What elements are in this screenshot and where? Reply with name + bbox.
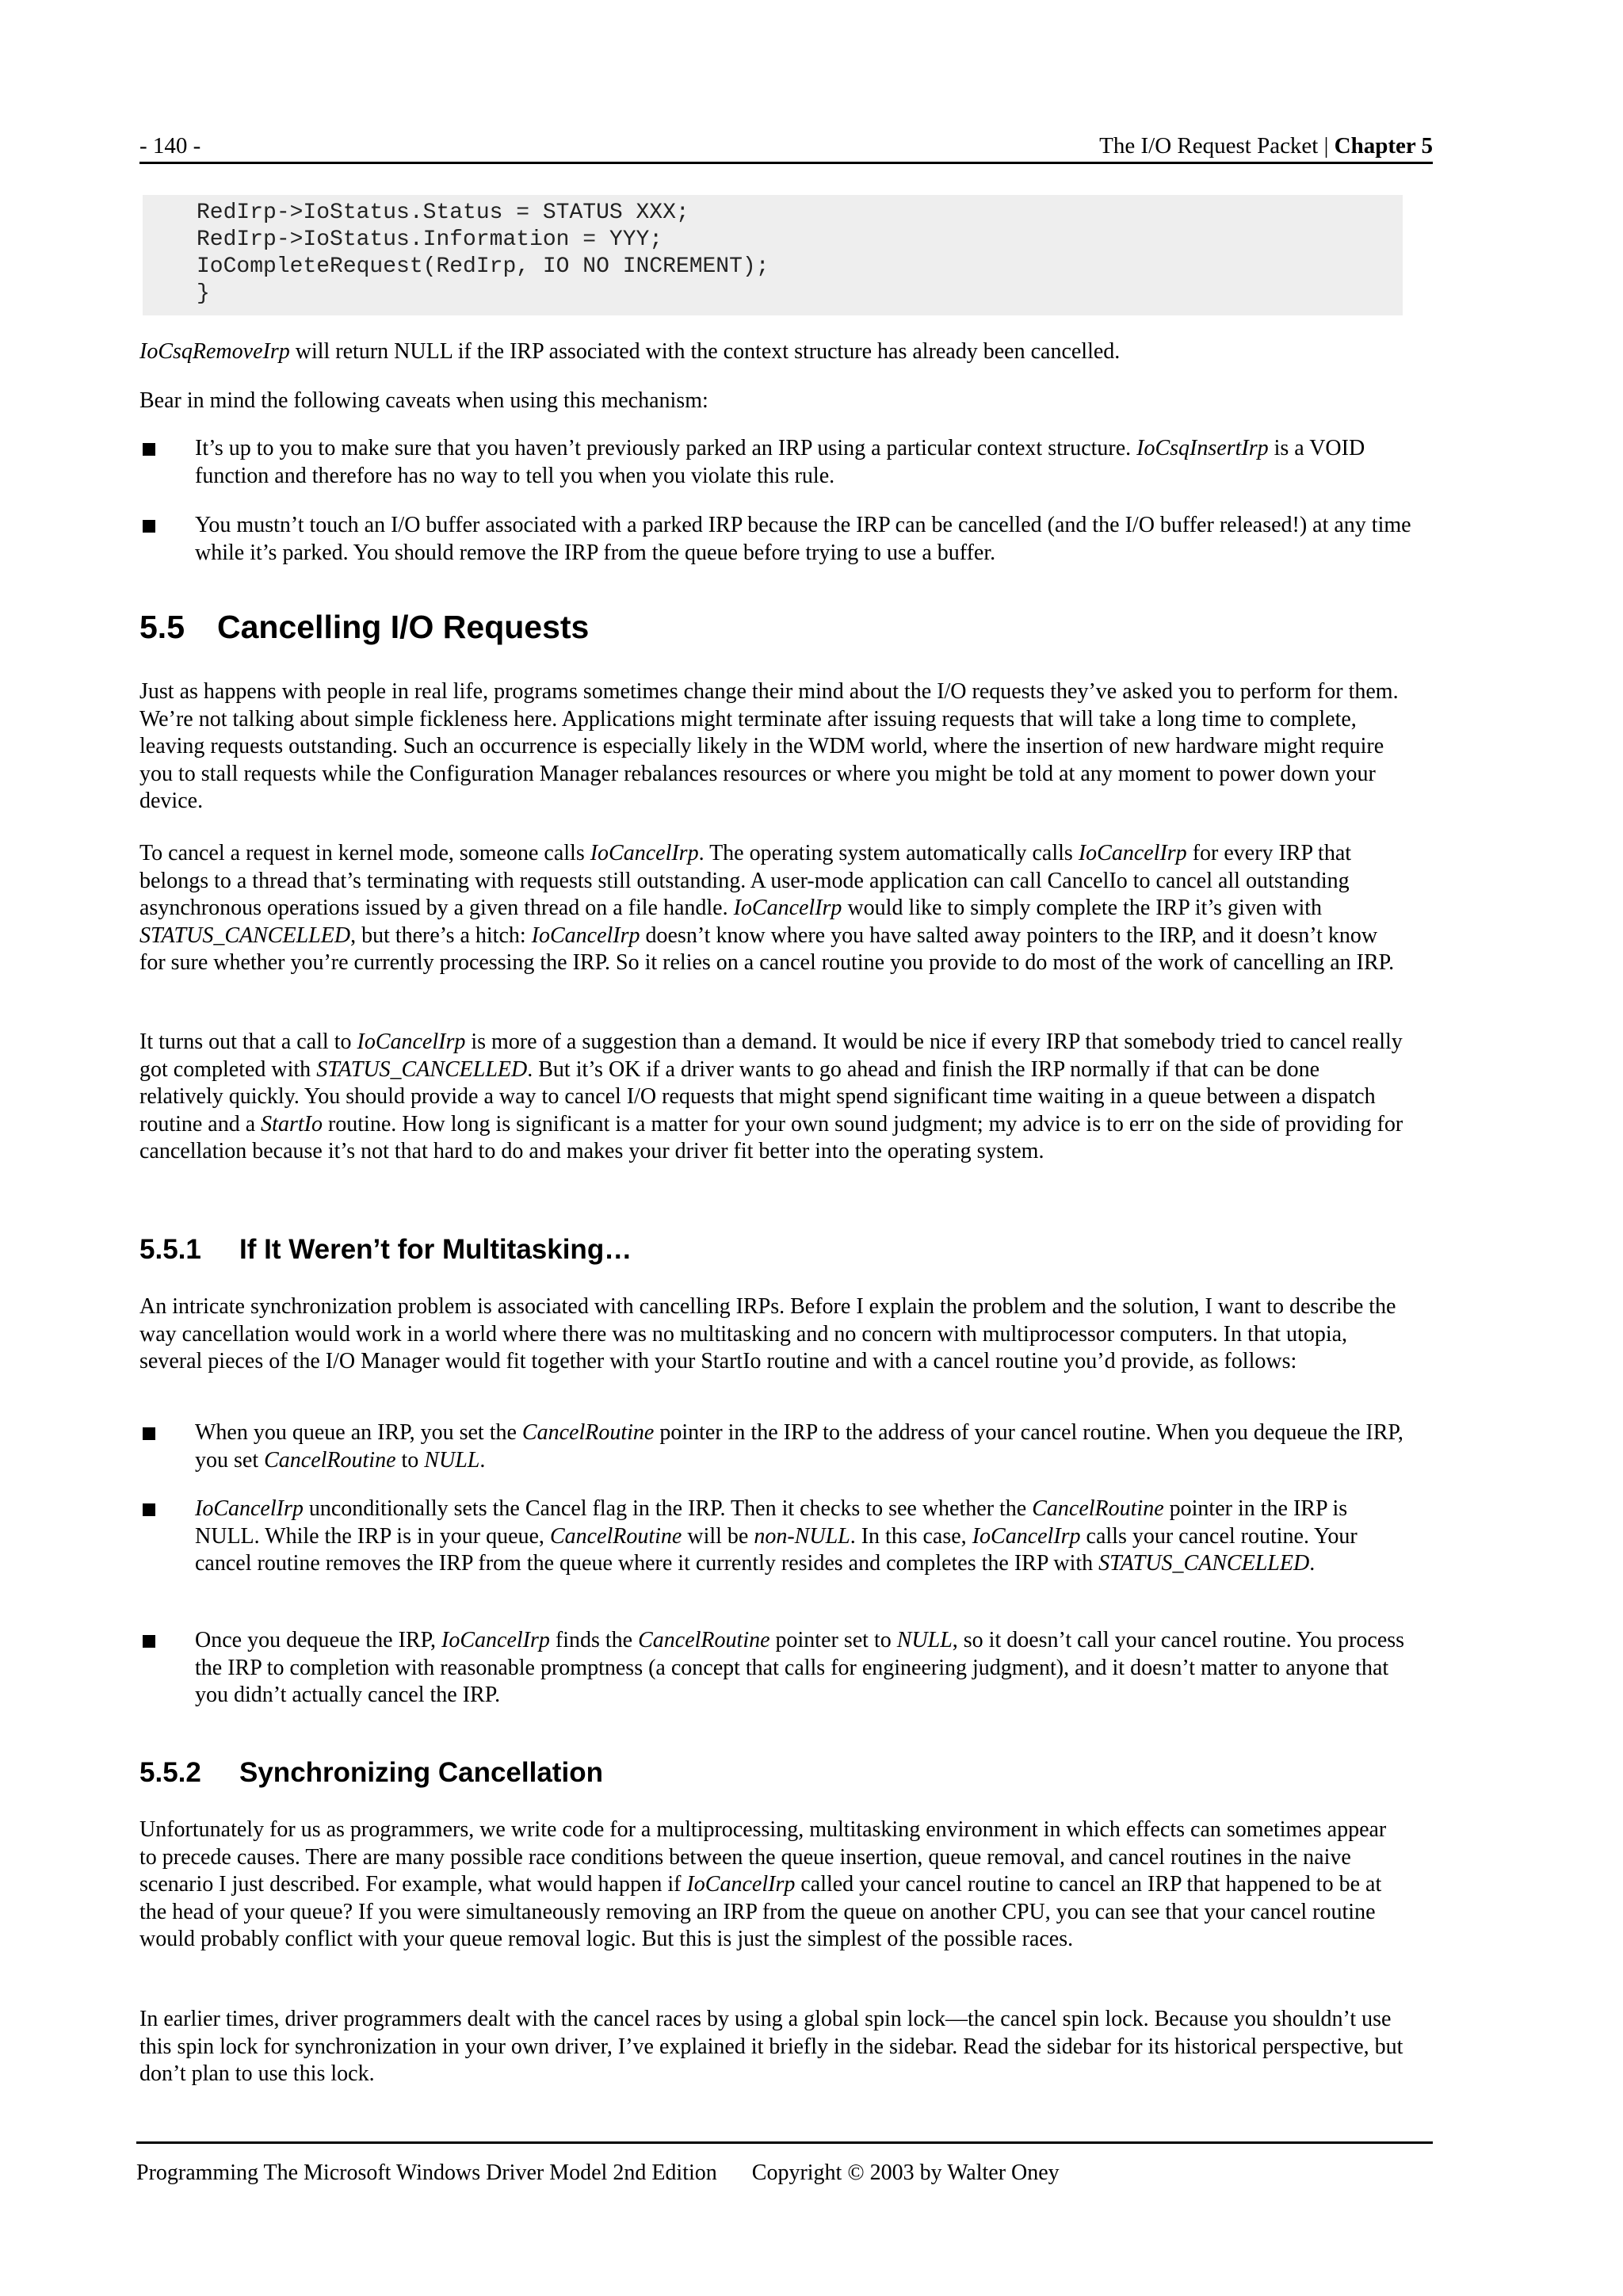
text: To cancel a request in kernel mode, someone calls [139,841,590,865]
square-bullet-icon [143,1635,155,1648]
text: Unfortunately for us as programmers, we write code for a multiprocessing, multitasking environment in which effects can sometimes appear to precede causes. There are many possible race conditions between the queue insertion, queue removal, and cancel routines in the naive scenario I just described. For example, what would happen if [139,1817,1387,1897]
page-number: - 140 - [139,133,201,159]
paragraph [139,1029,1404,1166]
text: . In this case, [850,1523,972,1549]
status-code: STATUS_CANCELLED [1098,1551,1310,1576]
text: is a VOID function and therefore has no way to tell you when you violate this rule. [195,436,1365,488]
subsection-heading [139,1232,632,1267]
paragraph [139,678,1404,816]
book-title: Programming The Microsoft Windows Driver Model 2nd Edition [136,2160,717,2185]
field-name: CancelRoutine [1032,1496,1164,1521]
page-header [139,130,1433,164]
text: doesn’t know where you have salted away pointers to the IRP, and it doesn’t know for sure whether you’re currently processing the IRP. So it relies on a cancel routine you provide to do most of the work of cancelling an IRP. [139,923,1395,975]
text: will return NULL if the IRP associated with the context structure has already been cancelled. [289,339,1121,364]
text: routine. How long is significant is a matter for your own sound judgment; my advice is to err on the side of providing for cancellation because it’s not that hard to do and makes your driver fit better into the operating system. [139,1111,1403,1163]
subsection-number: 5.5.2 [139,1757,201,1788]
text: An intricate synchronization problem is associated with cancelling IRPs. Before I explain the problem and the solution, I want to describe the way cancellation would work in a world where there was no multitasking and no concern with multiprocessor computers. In that utopia, several pieces of the I/O Manager would fit together with your StartIo routine and with a cancel routine you’d provide, as follows: [139,1294,1396,1373]
running-chapter: Chapter 5 [1334,133,1433,159]
text: calls your cancel routine. Your cancel routine removes the IRP from the queue where it currently resides and completes the IRP with [195,1523,1358,1576]
text: will be [682,1523,754,1549]
text: Bear in mind the following caveats when using this mechanism: [139,388,708,413]
square-bullet-icon [143,1427,155,1440]
function-name: IoCancelIrp [590,841,699,865]
bullet-item [139,1419,1415,1474]
text: It turns out that a call to [139,1030,357,1054]
function-name: IoCancelIrp [531,923,640,948]
value-name: non-NULL [754,1523,850,1549]
square-bullet-icon [143,443,155,456]
function-name: IoCancelIrp [733,896,842,920]
text: . The operating system automatically calls [698,841,1079,865]
bullet-item [139,1496,1415,1578]
text: , so it doesn’t call your cancel routine. You process the IRP to completion with reasonable promptness (a concept that calls for engineering judgment), and it doesn’t matter to anyone that you didn’t actually cancel the IRP. [195,1628,1405,1707]
square-bullet-icon [143,1503,155,1516]
text: You mustn’t touch an I/O buffer associated with a parked IRP because the IRP can be cancelled (and the I/O buffer released!) at any time while it’s parked. You should remove the IRP from the queue before trying to use a buffer. [195,513,1411,565]
text: In earlier times, driver programmers dealt with the cancel races by using a global spin lock—the cancel spin lock. Because you shouldn’t use this spin lock for synchronization in your own driver, I’ve explained it briefly in the sidebar. Read the sidebar for its historical perspective, but don’t plan to use this lock. [139,2007,1403,2086]
function-name: IoCsqInsertIrp [1136,436,1269,460]
code-line: RedIrp->IoStatus.Information = YYY; [197,227,663,252]
subsection-title: If It Weren’t for Multitasking… [239,1234,632,1265]
text: . [479,1447,486,1473]
field-name: CancelRoutine [549,1523,682,1549]
paragraph [139,840,1404,977]
paragraph [139,1293,1404,1376]
subsection-title: Synchronizing Cancellation [239,1757,603,1788]
paragraph [139,338,1404,366]
subsection-heading [139,1755,603,1790]
function-name: IoCsqRemoveIrp [139,339,290,364]
text: It’s up to you to make sure that you haven’t previously parked an IRP using a particular context structure. [195,436,1137,460]
field-name: CancelRoutine [264,1447,396,1473]
paragraph [139,1817,1404,1954]
value-name: NULL [896,1628,953,1652]
function-name: IoCancelIrp [441,1628,550,1652]
code-line: } [197,281,210,306]
bullet-item [139,1627,1415,1710]
text: Just as happens with people in real life, programs sometimes change their mind about the I/O requests they’ve asked you to perform for them. We’re not talking about simple fickleness here. Applications might terminate after issuing requests that will take a long time to complete, leaving requests outstanding. Such an occurrence is especially likely in the WDM world, where the insertion of new hardware might require you to stall requests while the Configuration Manager rebalances resources or where you might be told at any moment to power down your device. [139,679,1399,813]
routine-name: StartIo [261,1111,323,1137]
text: would like to simply complete the IRP it’s given with [842,896,1323,920]
function-name: IoCancelIrp [686,1872,796,1897]
bullet-item [139,435,1415,490]
text: called your cancel routine to cancel an IRP that happened to be at the head of your queue? If you were simultaneously removing an IRP from the queue on another CPU, you can see that your cancel routine would probably conflict with your queue removal logic. But this is just the simplest of the possible races. [139,1872,1382,1951]
running-section: The I/O Request Packet | [1099,133,1335,159]
section-title: Cancelling I/O Requests [217,609,590,645]
function-name: IoCancelIrp [195,1496,304,1521]
page-footer [136,2141,1433,2187]
section-number: 5.5 [139,609,185,645]
square-bullet-icon [143,520,155,533]
running-title [1099,130,1433,162]
field-name: CancelRoutine [521,1420,655,1445]
text: . [1309,1551,1316,1576]
value-name: NULL [424,1447,480,1473]
text: , but there’s a hitch: [350,923,532,948]
text: When you queue an IRP, you set the [195,1420,522,1445]
paragraph [139,2006,1404,2088]
function-name: IoCancelIrp [357,1030,466,1054]
status-code: STATUS_CANCELLED [316,1056,528,1082]
copyright: Copyright © 2003 by Walter Oney [751,2160,1060,2185]
function-name: IoCancelIrp [1078,841,1187,865]
subsection-number: 5.5.1 [139,1234,201,1265]
text: for every IRP that belongs to a thread that’s terminating with requests still outstanding. A user-mode application can call CancelIo to cancel all outstanding asynchronous operations issued by a given thread on a file handle. [139,841,1352,920]
code-line: IoCompleteRequest(RedIrp, IO NO INCREMENT); [197,254,769,279]
code-block [143,195,1403,315]
text: is more of a suggestion than a demand. It would be nice if every IRP that somebody tried to cancel really got completed with [139,1030,1403,1082]
text: pointer in the IRP is NULL. While the IRP is in your queue, [195,1496,1348,1549]
text: finds the [549,1628,639,1652]
text: pointer set to [769,1628,897,1652]
text: to [395,1447,425,1473]
field-name: CancelRoutine [638,1628,770,1652]
section-heading [139,607,589,647]
text: . But it’s OK if a driver wants to go ahead and finish the IRP normally if that can be done relatively quickly. You should provide a way to cancel I/O requests that might spend significant time waiting in a queue between a dispatch routine and a [139,1056,1376,1137]
text: unconditionally sets the Cancel flag in the IRP. Then it checks to see whether the [303,1496,1033,1521]
bullet-item [139,512,1415,567]
text: pointer in the IRP to the address of your cancel routine. When you dequeue the IRP, you set [195,1420,1403,1473]
function-name: IoCancelIrp [972,1523,1081,1549]
text: Once you dequeue the IRP, [195,1628,442,1652]
status-code: STATUS_CANCELLED [139,923,351,948]
code-line: RedIrp->IoStatus.Status = STATUS XXX; [197,201,689,225]
paragraph [139,388,1404,415]
